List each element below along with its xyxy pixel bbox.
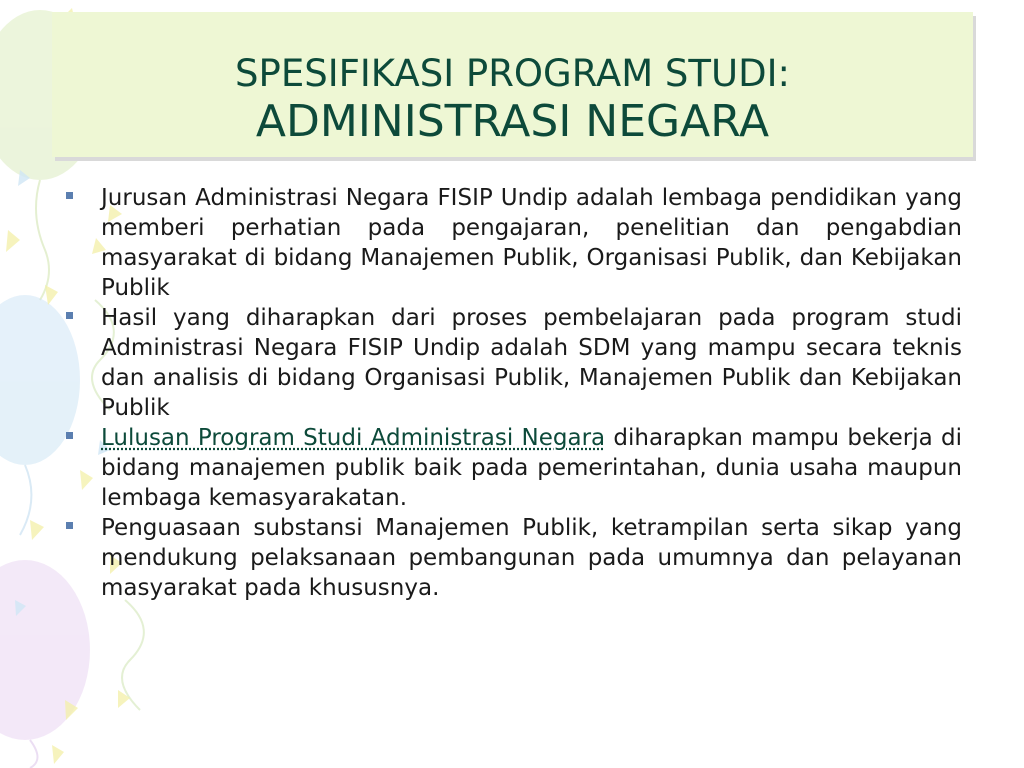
bullet-text (101, 423, 962, 513)
bullet-text: Jurusan Administrasi Negara FISIP Undip adalah lembaga pendidikan yang memberi perhatian pada pengajaran, penelitian dan pengabdian masyarakat di bidang Manajemen Publik, Organisasi Publik, dan Kebijakan Publik (101, 185, 962, 301)
highlighted-phrase: Lulusan Program Studi Administrasi Negara (101, 425, 606, 451)
square-bullet-icon (66, 432, 73, 439)
bullet-item (66, 423, 962, 513)
slide-title-line-1: SPESIFIKASI PROGRAM STUDI: (235, 52, 790, 95)
bullet-text: Hasil yang diharapkan dari proses pembelajaran pada program studi Administrasi Negara FISIP Undip adalah SDM yang mampu secara teknis dan analisis di bidang Organisasi Publik, Manajemen Publik dan Kebijakan Publik (101, 305, 962, 421)
bullet-item (66, 513, 962, 603)
slide-title-line-2: ADMINISTRASI NEGARA (255, 96, 770, 147)
bullet-item (66, 183, 962, 303)
square-bullet-icon (66, 312, 73, 319)
bullet-list (66, 183, 962, 603)
square-bullet-icon (66, 192, 73, 199)
bullet-item (66, 303, 962, 423)
square-bullet-icon (66, 522, 73, 529)
bullet-text: Penguasaan substansi Manajemen Publik, ketrampilan serta sikap yang mendukung pelaksanaan pembangunan pada umumnya dan pelayanan masyarakat pada khususnya. (101, 515, 962, 601)
title-banner (52, 12, 973, 157)
bullet-text-rest: diharapkan mampu bekerja di bidang manajemen publik baik pada pemerintahan, dunia usaha maupun lembaga kemasyarakatan. (101, 425, 962, 511)
